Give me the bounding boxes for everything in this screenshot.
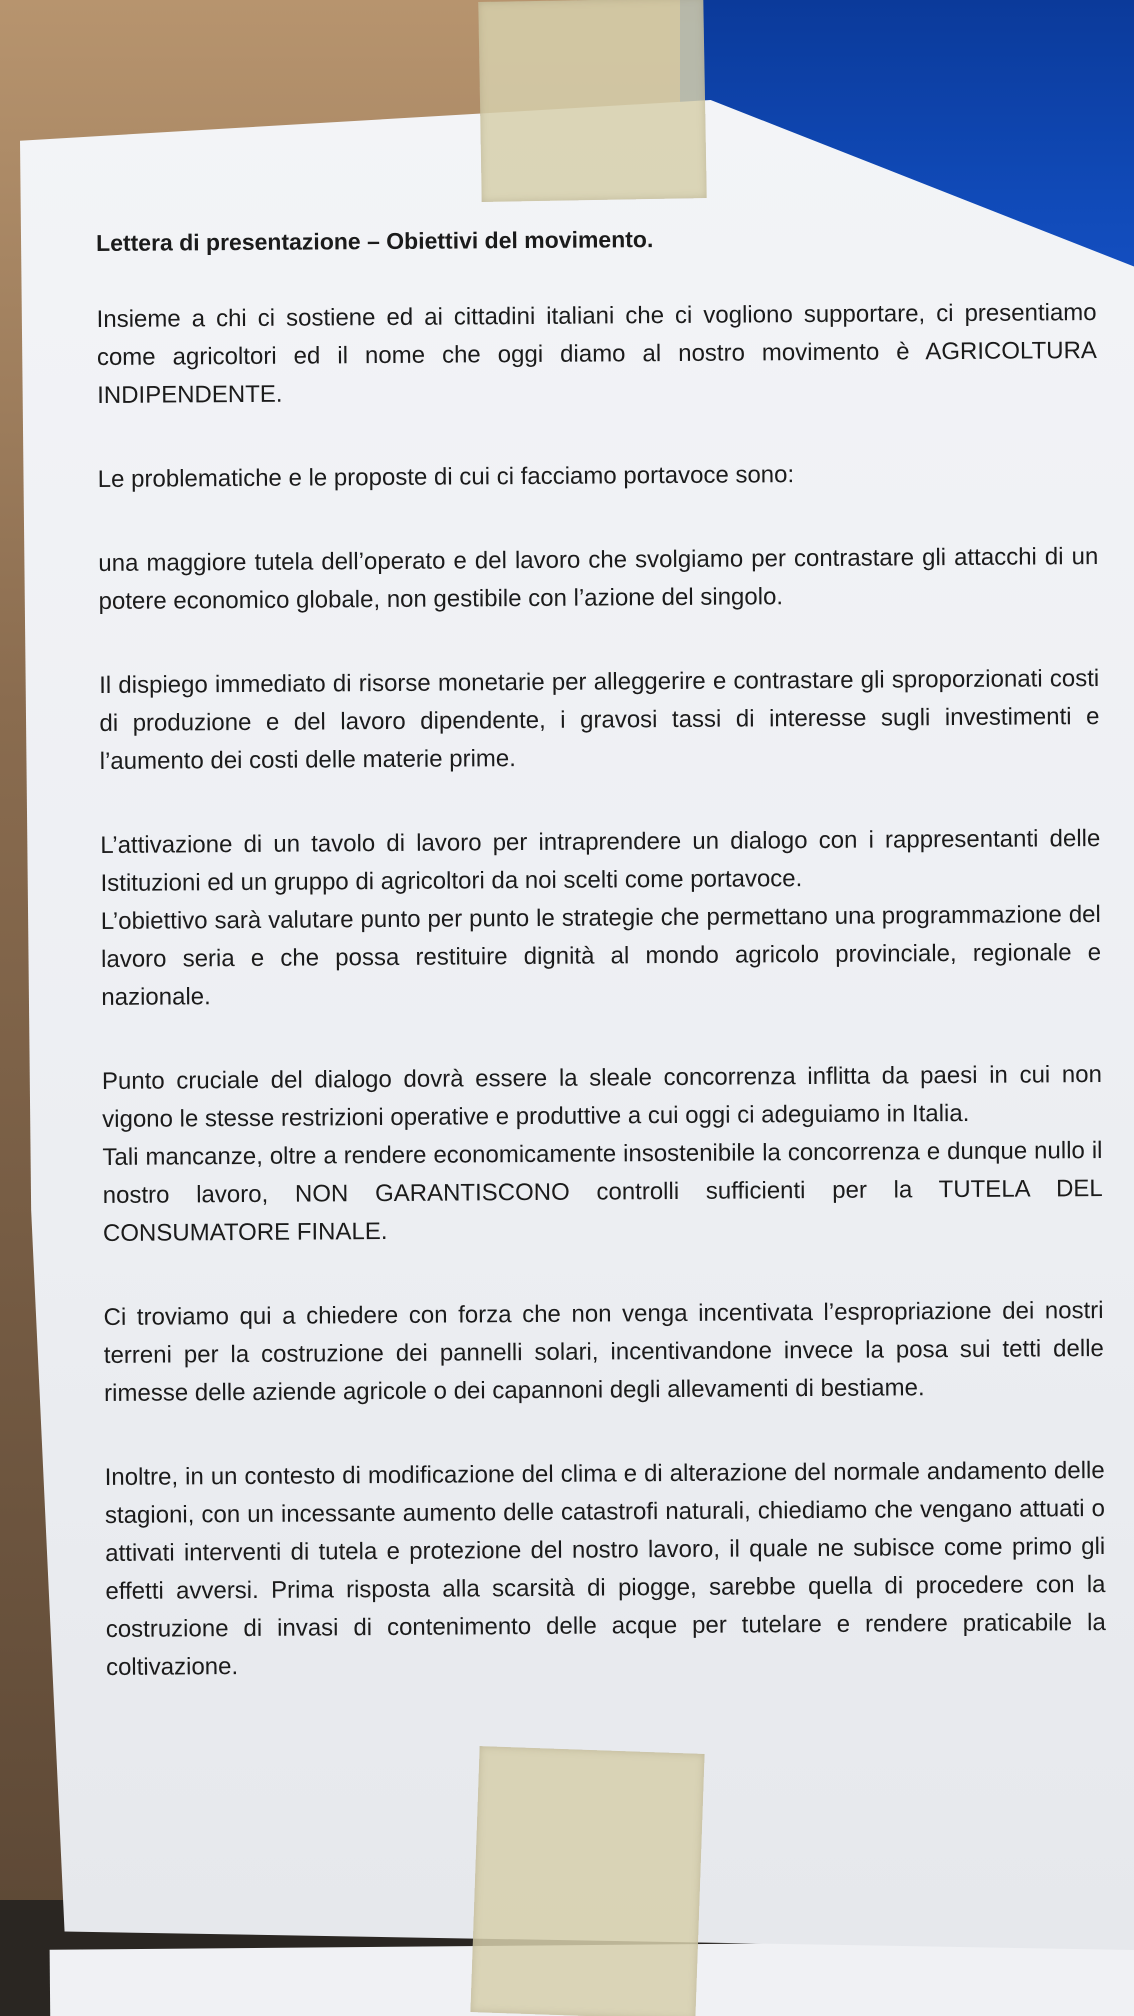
paragraph-competition: Punto cruciale del dialogo dovrà essere la sleale concorrenza inflitta da paesi in cui non vigono le stesse restrizioni operative e produttive a cui oggi ci adeguiamo in Italia.	[101, 1060, 1103, 1133]
letter-content	[96, 223, 1106, 1733]
paragraph-consumer: Tali mancanze, oltre a rendere economicamente insostenibile la concorrenza e dunque nullo il nostro lavoro, NON GARANTISCONO controlli sufficienti per la TUTELA DEL CONSUMATORE FINALE.	[102, 1136, 1103, 1247]
tape-top	[478, 0, 706, 202]
letter-title: Lettera di presentazione – Obiettivi del movimento.	[96, 226, 654, 256]
paragraph-solar-panels: Ci troviamo qui a chiedere con forza che non venga incentivata l’espropriazione dei nostri terreni per la costruzione dei pannelli solari, incentivandone invece la posa sui tetti delle rimesse delle aziende agricole o dei capannoni degli allevamenti di bestiame.	[103, 1296, 1104, 1407]
paragraph-resources: Il dispiego immediato di risorse monetarie per alleggerire e contrastare gli sproporzionati costi di produzione e del lavoro dipendente, i gravosi tassi di interesse sugli investimenti e l’aumento dei costi delle materie prime.	[99, 665, 1100, 775]
paragraph-intro: Insieme a chi ci sostiene ed ai cittadini italiani che ci vogliono supportare, ci presentiamo come agricoltori ed il nome che oggi diamo al nostro movimento è AGRICOLTURA INDIPENDENTE.	[96, 299, 1097, 409]
tape-bottom	[470, 1746, 704, 2016]
paragraph-objective: L’obiettivo sarà valutare punto per punto le strategie che permettano una programmazione del lavoro seria e che possa restituire dignità al mondo agricolo provinciale, regionale e nazionale.	[100, 901, 1102, 1011]
paragraph-protection: una maggiore tutela dell’operato e del lavoro che svolgiamo per contrastare gli attacchi di un potere economico globale, non gestibile con l’azione del singolo.	[98, 543, 1099, 615]
paragraph-climate: Inoltre, in un contesto di modificazione del clima e di alterazione del normale andamento delle stagioni, con un incessante aumento delle catastrofi naturali, chiediamo che vengano attuati o attivati interventi di tutela e protezione del nostro lavoro, il quale ne subisce come primo gli effetti avversi. Prima risposta alla scarsità di piogge, sarebbe quella di procedere con la costruzione di invasi di contenimento delle acque per tutelare e rendere praticabile la coltivazione.	[104, 1456, 1106, 1681]
paragraph-work-table: L’attivazione di un tavolo di lavoro per intraprendere un dialogo con i rappresentanti delle Istituzioni ed un gruppo di agricoltori da noi scelti come portavoce.	[100, 825, 1101, 897]
paragraph-problems-intro: Le problematiche e le proposte di cui ci facciamo portavoce sono:	[97, 461, 795, 493]
